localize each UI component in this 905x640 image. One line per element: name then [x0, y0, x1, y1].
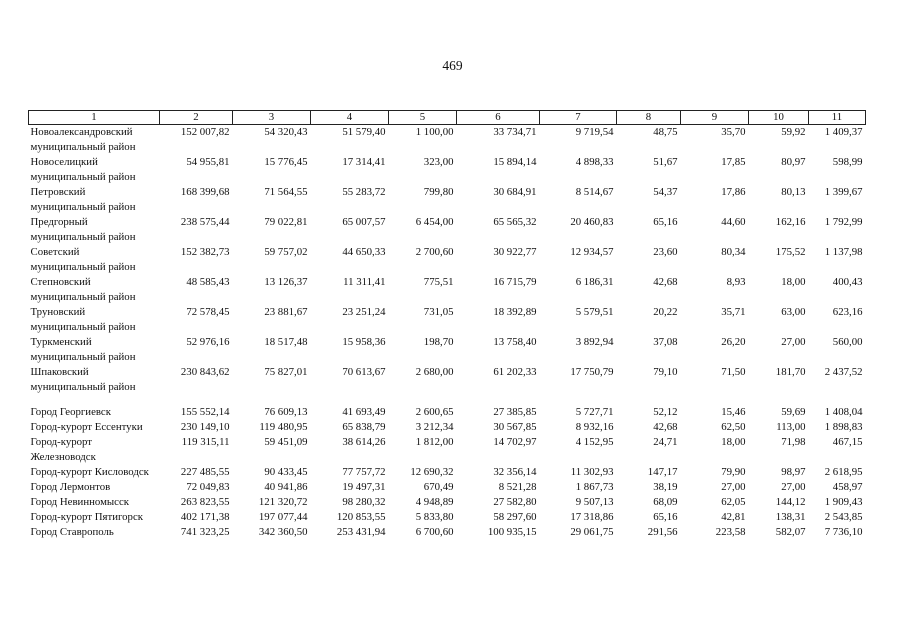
- value-cell: 55 283,72: [342, 186, 386, 198]
- territory-name-cell: Степновский муниципальный район: [30, 276, 136, 303]
- value-cell: 119 315,11: [181, 436, 230, 448]
- value-cell: 59 451,09: [264, 436, 308, 448]
- value-cell: 42,81: [721, 511, 746, 523]
- column-header: 4: [311, 111, 389, 125]
- value-cell: 291,56: [647, 526, 678, 538]
- value-cell: 11 302,93: [570, 466, 614, 478]
- value-cell: 15 894,14: [493, 156, 537, 168]
- value-cell: 1 867,73: [575, 481, 614, 493]
- value-cell: 5 833,80: [415, 511, 454, 523]
- value-cell: 65 007,57: [342, 216, 386, 228]
- value-cell: 72 578,45: [186, 306, 230, 318]
- value-cell: 65 838,79: [342, 421, 386, 433]
- table-row: [29, 215, 866, 245]
- value-cell: 14 702,97: [493, 436, 537, 448]
- value-cell: 98,97: [781, 466, 806, 478]
- value-cell: 18 392,89: [493, 306, 537, 318]
- table-row: [29, 245, 866, 275]
- value-cell: 98 280,32: [342, 496, 386, 508]
- value-cell: 15,46: [721, 406, 746, 418]
- value-cell: 20 460,83: [570, 216, 614, 228]
- territory-name-cell: Петровский муниципальный район: [30, 186, 136, 213]
- value-cell: 4 948,89: [415, 496, 454, 508]
- value-cell: 2 700,60: [415, 246, 454, 258]
- value-cell: 227 485,55: [180, 466, 230, 478]
- territory-name-cell: Новоселицкий муниципальный район: [30, 156, 136, 183]
- value-cell: 48,75: [653, 126, 678, 138]
- table-row: [29, 185, 866, 215]
- value-cell: 54 320,43: [264, 126, 308, 138]
- value-cell: 77 757,72: [342, 466, 386, 478]
- value-cell: 598,99: [832, 156, 863, 168]
- territory-name-cell: Город-курорт Ессентуки: [30, 421, 143, 433]
- value-cell: 17,86: [721, 186, 746, 198]
- value-cell: 42,68: [653, 421, 678, 433]
- column-header: 8: [617, 111, 681, 125]
- value-cell: 799,80: [423, 186, 454, 198]
- value-cell: 162,16: [775, 216, 806, 228]
- value-cell: 1 909,43: [824, 496, 863, 508]
- value-cell: 253 431,94: [336, 526, 386, 538]
- table-row: [29, 275, 866, 305]
- value-cell: 9 507,13: [575, 496, 614, 508]
- value-cell: 1 812,00: [415, 436, 454, 448]
- column-header: 9: [681, 111, 749, 125]
- spacer-cell: [29, 395, 866, 405]
- table-row: [29, 365, 866, 395]
- value-cell: 40 941,86: [264, 481, 308, 493]
- value-cell: 18 517,48: [264, 336, 308, 348]
- column-header: 10: [749, 111, 809, 125]
- value-cell: 1 399,67: [824, 186, 863, 198]
- value-cell: 33 734,71: [493, 126, 537, 138]
- value-cell: 51 579,40: [342, 126, 386, 138]
- table-row: [29, 335, 866, 365]
- value-cell: 27,00: [721, 481, 746, 493]
- value-cell: 2 437,52: [824, 366, 863, 378]
- value-cell: 4 898,33: [575, 156, 614, 168]
- value-cell: 8 514,67: [575, 186, 614, 198]
- value-cell: 1 137,98: [824, 246, 863, 258]
- section-spacer: [29, 395, 866, 405]
- value-cell: 44 650,33: [342, 246, 386, 258]
- value-cell: 26,20: [721, 336, 746, 348]
- value-cell: 18,00: [781, 276, 806, 288]
- value-cell: 72 049,83: [186, 481, 230, 493]
- value-cell: 70 613,67: [342, 366, 386, 378]
- value-cell: 30 684,91: [493, 186, 537, 198]
- value-cell: 79,10: [653, 366, 678, 378]
- value-cell: 62,05: [721, 496, 746, 508]
- value-cell: 8 521,28: [498, 481, 537, 493]
- table-row: [29, 405, 866, 420]
- value-cell: 144,12: [775, 496, 806, 508]
- value-cell: 402 171,38: [180, 511, 230, 523]
- value-cell: 6 186,31: [575, 276, 614, 288]
- value-cell: 11 311,41: [343, 276, 386, 288]
- value-cell: 61 202,33: [493, 366, 537, 378]
- column-header: 5: [389, 111, 457, 125]
- value-cell: 37,08: [653, 336, 678, 348]
- value-cell: 152 382,73: [180, 246, 230, 258]
- value-cell: 100 935,15: [487, 526, 537, 538]
- value-cell: 670,49: [423, 481, 454, 493]
- value-cell: 2 600,65: [415, 406, 454, 418]
- table-row: [29, 155, 866, 185]
- value-cell: 38,19: [653, 481, 678, 493]
- value-cell: 2 680,00: [415, 366, 454, 378]
- value-cell: 17 750,79: [570, 366, 614, 378]
- budget-table: [28, 110, 866, 540]
- value-cell: 1 408,04: [824, 406, 863, 418]
- value-cell: 175,52: [775, 246, 806, 258]
- value-cell: 120 853,55: [336, 511, 386, 523]
- value-cell: 48 585,43: [186, 276, 230, 288]
- value-cell: 65,16: [653, 511, 678, 523]
- value-cell: 13 758,40: [493, 336, 537, 348]
- value-cell: 467,15: [832, 436, 863, 448]
- territory-name-cell: Город-курорт Пятигорск: [30, 511, 143, 523]
- territory-name-cell: Новоалександровский муниципальный район: [30, 126, 136, 153]
- value-cell: 121 320,72: [258, 496, 308, 508]
- value-cell: 323,00: [423, 156, 454, 168]
- value-cell: 1 100,00: [415, 126, 454, 138]
- table-row: [29, 420, 866, 435]
- value-cell: 4 152,95: [575, 436, 614, 448]
- value-cell: 71,50: [721, 366, 746, 378]
- value-cell: 582,07: [775, 526, 806, 538]
- value-cell: 65,16: [653, 216, 678, 228]
- value-cell: 741 323,25: [180, 526, 230, 538]
- column-header: 3: [233, 111, 311, 125]
- value-cell: 223,58: [715, 526, 746, 538]
- value-cell: 20,22: [653, 306, 678, 318]
- value-cell: 62,50: [721, 421, 746, 433]
- value-cell: 147,17: [647, 466, 678, 478]
- value-cell: 2 543,85: [824, 511, 863, 523]
- value-cell: 32 356,14: [493, 466, 537, 478]
- value-cell: 15 776,45: [264, 156, 308, 168]
- value-cell: 90 433,45: [264, 466, 308, 478]
- value-cell: 17,85: [721, 156, 746, 168]
- value-cell: 731,05: [423, 306, 454, 318]
- table-row: [29, 495, 866, 510]
- value-cell: 30 567,85: [493, 421, 537, 433]
- value-cell: 29 061,75: [570, 526, 614, 538]
- value-cell: 80,13: [781, 186, 806, 198]
- value-cell: 51,67: [653, 156, 678, 168]
- value-cell: 560,00: [832, 336, 863, 348]
- value-cell: 5 579,51: [575, 306, 614, 318]
- value-cell: 42,68: [653, 276, 678, 288]
- value-cell: 54,37: [653, 186, 678, 198]
- value-cell: 16 715,79: [493, 276, 537, 288]
- value-cell: 6 700,60: [415, 526, 454, 538]
- value-cell: 27,00: [781, 481, 806, 493]
- value-cell: 23 251,24: [342, 306, 386, 318]
- value-cell: 27 385,85: [493, 406, 537, 418]
- value-cell: 155 552,14: [180, 406, 230, 418]
- value-cell: 59,69: [781, 406, 806, 418]
- value-cell: 12 934,57: [570, 246, 614, 258]
- value-cell: 181,70: [775, 366, 806, 378]
- value-cell: 80,34: [721, 246, 746, 258]
- value-cell: 15 958,36: [342, 336, 386, 348]
- value-cell: 12 690,32: [410, 466, 454, 478]
- value-cell: 38 614,26: [342, 436, 386, 448]
- value-cell: 52,12: [653, 406, 678, 418]
- value-cell: 71,98: [781, 436, 806, 448]
- value-cell: 41 693,49: [342, 406, 386, 418]
- header-row: [29, 111, 866, 125]
- value-cell: 17 314,41: [342, 156, 386, 168]
- value-cell: 230 149,10: [180, 421, 230, 433]
- table-row: [29, 125, 866, 156]
- value-cell: 44,60: [721, 216, 746, 228]
- value-cell: 27,00: [781, 336, 806, 348]
- value-cell: 7 736,10: [824, 526, 863, 538]
- value-cell: 623,16: [832, 306, 863, 318]
- table-row: [29, 510, 866, 525]
- territory-name-cell: Предгорный муниципальный район: [30, 216, 136, 243]
- value-cell: 52 976,16: [186, 336, 230, 348]
- value-cell: 230 843,62: [180, 366, 230, 378]
- value-cell: 18,00: [721, 436, 746, 448]
- territory-name-cell: Город-курорт Железноводск: [30, 436, 96, 463]
- value-cell: 17 318,86: [570, 511, 614, 523]
- value-cell: 79,90: [721, 466, 746, 478]
- value-cell: 75 827,01: [264, 366, 308, 378]
- column-header: 11: [809, 111, 866, 125]
- value-cell: 1 898,83: [824, 421, 863, 433]
- value-cell: 400,43: [832, 276, 863, 288]
- value-cell: 197 077,44: [258, 511, 308, 523]
- value-cell: 3 212,34: [415, 421, 454, 433]
- value-cell: 59 757,02: [264, 246, 308, 258]
- table-row: [29, 435, 866, 465]
- territory-name-cell: Советский муниципальный район: [30, 246, 136, 273]
- table-row: [29, 305, 866, 335]
- page-number: 469: [442, 58, 463, 73]
- territory-name-cell: Город Невинномысск: [30, 496, 130, 508]
- territory-name-cell: Город Лермонтов: [30, 481, 111, 493]
- column-header: 7: [540, 111, 617, 125]
- value-cell: 6 454,00: [415, 216, 454, 228]
- value-cell: 23 881,67: [264, 306, 308, 318]
- value-cell: 119 480,95: [259, 421, 308, 433]
- value-cell: 23,60: [653, 246, 678, 258]
- value-cell: 152 007,82: [180, 126, 230, 138]
- value-cell: 1 792,99: [824, 216, 863, 228]
- territory-name-cell: Город-курорт Кисловодск: [30, 466, 149, 478]
- value-cell: 13 126,37: [264, 276, 308, 288]
- value-cell: 1 409,37: [824, 126, 863, 138]
- column-header: 1: [29, 111, 160, 125]
- value-cell: 35,71: [721, 306, 746, 318]
- value-cell: 113,00: [776, 421, 806, 433]
- value-cell: 54 955,81: [186, 156, 230, 168]
- value-cell: 71 564,55: [264, 186, 308, 198]
- value-cell: 19 497,31: [342, 481, 386, 493]
- value-cell: 27 582,80: [493, 496, 537, 508]
- value-cell: 58 297,60: [493, 511, 537, 523]
- value-cell: 238 575,44: [180, 216, 230, 228]
- value-cell: 342 360,50: [258, 526, 308, 538]
- value-cell: 8,93: [726, 276, 746, 288]
- territory-name-cell: Город Ставрополь: [30, 526, 114, 538]
- value-cell: 76 609,13: [264, 406, 308, 418]
- value-cell: 79 022,81: [264, 216, 308, 228]
- table-row: [29, 465, 866, 480]
- table-body: [29, 125, 866, 541]
- value-cell: 775,51: [423, 276, 454, 288]
- value-cell: 8 932,16: [575, 421, 614, 433]
- territory-name-cell: Туркменский муниципальный район: [30, 336, 136, 363]
- value-cell: 198,70: [423, 336, 454, 348]
- value-cell: 65 565,32: [493, 216, 537, 228]
- table-row: [29, 525, 866, 540]
- value-cell: 9 719,54: [575, 126, 614, 138]
- value-cell: 63,00: [781, 306, 806, 318]
- territory-name-cell: Шпаковский муниципальный район: [30, 366, 136, 393]
- value-cell: 138,31: [775, 511, 806, 523]
- territory-name-cell: Труновский муниципальный район: [30, 306, 136, 333]
- value-cell: 30 922,77: [493, 246, 537, 258]
- value-cell: 5 727,71: [575, 406, 614, 418]
- territory-name-cell: Город Георгиевск: [30, 406, 111, 418]
- column-header: 2: [160, 111, 233, 125]
- value-cell: 24,71: [653, 436, 678, 448]
- value-cell: 2 618,95: [824, 466, 863, 478]
- value-cell: 458,97: [832, 481, 863, 493]
- value-cell: 59,92: [781, 126, 806, 138]
- value-cell: 263 823,55: [180, 496, 230, 508]
- value-cell: 68,09: [653, 496, 678, 508]
- table-row: [29, 480, 866, 495]
- value-cell: 80,97: [781, 156, 806, 168]
- value-cell: 35,70: [721, 126, 746, 138]
- value-cell: 168 399,68: [180, 186, 230, 198]
- value-cell: 3 892,94: [575, 336, 614, 348]
- column-header: 6: [457, 111, 540, 125]
